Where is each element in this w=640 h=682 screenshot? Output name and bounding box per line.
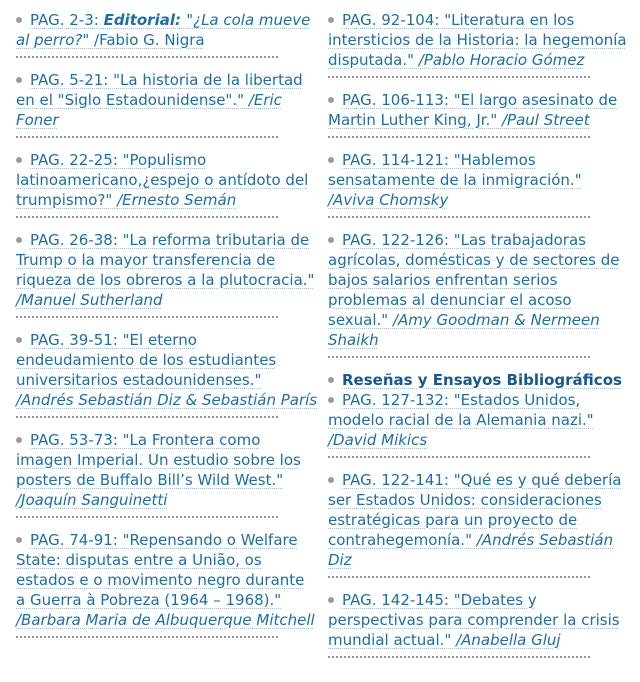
toc-entry	[16, 530, 318, 630]
toc-column-right	[328, 10, 630, 670]
entry-segment: /David Mikics	[328, 431, 428, 449]
toc-entry	[16, 150, 318, 210]
dotted-separator	[328, 350, 630, 370]
entry-segment: "¿La cola mueve al perro?"	[16, 11, 311, 49]
entry-segment: PAG. 5-21: "La historia de la libertad en el "Siglo Estadounidense"."	[16, 71, 303, 109]
bullet-icon	[328, 97, 334, 103]
toc-entry	[328, 10, 630, 70]
entry-segment: PAG. 114-121: "Hablemos sensatamente de la inmigración."	[328, 151, 582, 189]
toc-entry-link[interactable]	[16, 331, 317, 409]
toc-column-left	[16, 10, 318, 650]
dotted-separator	[328, 130, 630, 150]
toc-entry-link[interactable]	[16, 71, 303, 129]
entry-segment: /Pablo Horacio Gómez	[418, 51, 585, 69]
toc-entry-link[interactable]	[328, 391, 594, 449]
toc-entry	[328, 230, 630, 350]
dotted-separator	[16, 410, 318, 430]
bullet-icon	[16, 77, 22, 83]
toc-entry-link[interactable]	[16, 431, 301, 509]
dotted-separator	[16, 510, 318, 530]
bullet-icon	[16, 437, 22, 443]
entry-segment: /Paul Street	[502, 111, 590, 129]
toc-entry	[328, 390, 630, 450]
toc-entry	[328, 590, 630, 650]
bullet-icon	[16, 157, 22, 163]
toc-entry-link[interactable]	[16, 151, 308, 209]
entry-segment: PAG. 74-91: "Repensando o Welfare State: disputas entre a União, os estados e o movimento negro durante a Guerra à Pobreza (1964 – 1968)."	[16, 531, 305, 609]
dotted-separator	[328, 570, 630, 590]
toc-entry	[16, 330, 318, 410]
entry-segment: PAG. 106-113: "El largo asesinato de Martin Luther King, Jr."	[328, 91, 618, 129]
bullet-icon	[16, 537, 22, 543]
entry-segment: /Barbara Maria de Albuquerque Mitchell	[16, 611, 315, 629]
entry-segment: PAG. 22-25: "Populismo latinoamericano,¿espejo o antídoto del trumpismo?"	[16, 151, 309, 209]
dotted-separator	[16, 50, 318, 70]
toc-entry-link[interactable]	[16, 531, 315, 629]
bullet-icon	[16, 237, 22, 243]
entry-segment: PAG. 26-38: "La reforma tributaria de Trump o la mayor transferencia de riqueza de los obreros a la plutocracia."	[16, 231, 315, 289]
toc-entry-link[interactable]	[328, 471, 621, 569]
entry-segment: PAG. 39-51: "El eterno endeudamiento de los estudiantes universitarios estadounidenses."	[16, 331, 277, 389]
bullet-icon	[328, 377, 334, 383]
dotted-separator	[16, 130, 318, 150]
bullet-icon	[328, 17, 334, 23]
toc-entry-link[interactable]	[16, 231, 314, 309]
toc-entry	[16, 430, 318, 510]
bullet-icon	[328, 397, 334, 403]
entry-segment: /Anabella Gluj	[456, 631, 561, 649]
section-heading	[328, 370, 630, 390]
toc-entry-link[interactable]	[328, 91, 617, 129]
entry-segment: PAG. 122-141: "Qué es y qué debería ser Estados Unidos: consideraciones estratégicas para un proyecto de contrahegemonía."	[328, 471, 622, 549]
toc-entry-link[interactable]	[328, 11, 627, 69]
toc-entry	[16, 70, 318, 130]
dotted-separator	[328, 650, 630, 670]
toc-entry-link[interactable]	[328, 231, 620, 349]
entry-segment: /Eric Foner	[16, 91, 282, 129]
dotted-separator	[16, 310, 318, 330]
section-heading-link[interactable]: Reseñas y Ensayos Bibliográficos	[342, 371, 622, 389]
bullet-icon	[328, 157, 334, 163]
entry-segment: PAG. 2-3:	[30, 11, 104, 29]
dotted-separator	[16, 210, 318, 230]
bullet-icon	[328, 237, 334, 243]
dotted-separator	[328, 450, 630, 470]
entry-segment: PAG. 53-73: "La Frontera como imagen Imperial. Un estudio sobre los posters de Buffalo Bill’s Wild West."	[16, 431, 301, 489]
entry-segment: /Amy Goodman & Nermeen Shaikh	[328, 311, 600, 349]
toc-entry-link[interactable]	[328, 591, 620, 649]
dotted-separator	[328, 70, 630, 90]
entry-segment: /Manuel Sutherland	[16, 291, 163, 309]
entry-segment: /Fabio G. Nigra	[94, 31, 205, 49]
entry-segment: Editorial:	[103, 11, 187, 29]
toc-entry-link[interactable]	[16, 11, 310, 49]
entry-segment: PAG. 122-126: "Las trabajadoras agrícolas, domésticas y de sectores de bajos salarios enfrentan serios problemas al denunciar el acoso sexual."	[328, 231, 620, 329]
toc-entry	[16, 10, 318, 50]
dotted-separator	[328, 210, 630, 230]
entry-segment: /Aviva Chomsky	[328, 191, 449, 209]
entry-segment: PAG. 142-145: "Debates y perspectivas para comprender la crisis mundial actual."	[328, 591, 620, 649]
toc-entry	[16, 230, 318, 310]
entry-segment: /Joaquín Sanguinetti	[16, 491, 168, 509]
entry-segment: /Andrés Sebastián Diz	[328, 531, 614, 569]
toc-entry	[328, 90, 630, 130]
bullet-icon	[328, 477, 334, 483]
bullet-icon	[16, 17, 22, 23]
toc-entry	[328, 150, 630, 210]
bullet-icon	[16, 337, 22, 343]
entry-segment: /Andrés Sebastián Diz & Sebastián París	[16, 391, 318, 409]
toc-entry	[328, 470, 630, 570]
bullet-icon	[328, 597, 334, 603]
entry-segment: PAG. 92-104: "Literatura en los intersticios de la Historia: la hegemonía disputada."	[328, 11, 627, 69]
toc-entry-link[interactable]	[328, 151, 582, 209]
entry-segment: /Ernesto Semán	[117, 191, 237, 209]
dotted-separator	[16, 630, 318, 650]
entry-segment: PAG. 127-132: "Estados Unidos, modelo racial de la Alemania nazi."	[328, 391, 594, 429]
